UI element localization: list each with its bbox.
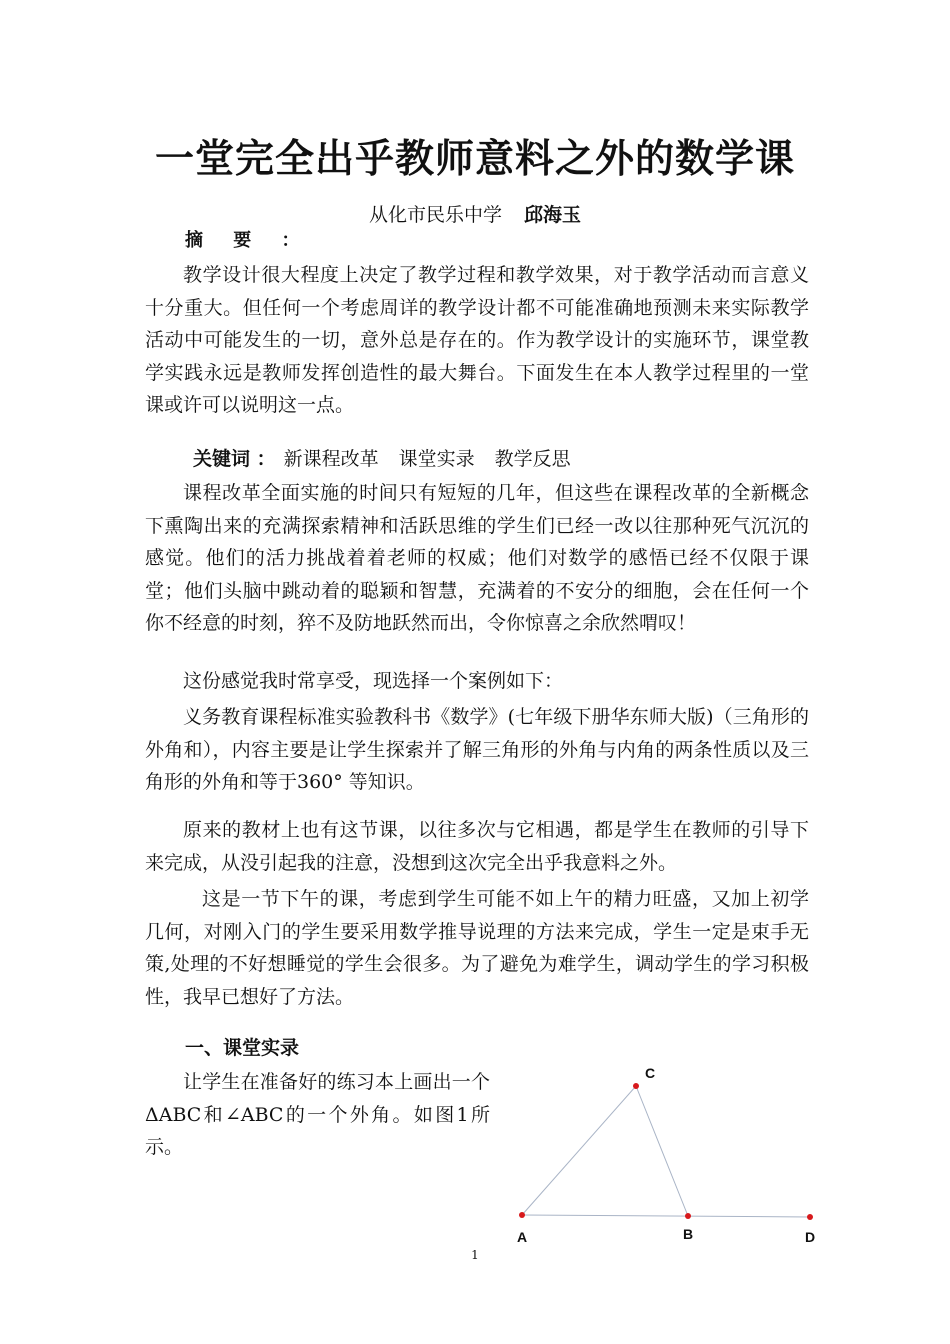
page-number: 1: [471, 1248, 479, 1262]
point-b: [685, 1213, 691, 1219]
keywords-label: 关键词 ：: [193, 448, 276, 470]
label-d: D: [805, 1229, 816, 1245]
abstract-text: 教学设计很大程度上决定了教学过程和教学效果，对于教学活动而言意义十分重大。但任何一个考虑周详的教学设计都不可能准确地预测未来实际教学活动中可能发生的一切，意外总是存在的。作为教学设计的实施环节，课堂教学实践永远是教师发挥创造性的最大舞台。下面发生在本人教学过程里的一堂课或许可以说明这一点。: [145, 264, 809, 417]
body-paragraph: 义务教育课程标准实验教科书《数学》(七年级下册华东师大版)（三角形的外角和），内容主要是让学生探索并了解三角形的外角与内角的两条性质以及三角形的外角和等于360° 等知识。: [145, 706, 809, 794]
section-paragraph: 让学生在准备好的练习本上画出一个 ΔABC和∠ABC的一个外角。如图1所示。: [145, 1071, 490, 1159]
keyword-item: 新课程改革: [283, 448, 379, 470]
keyword-item: 课堂实录: [398, 448, 475, 470]
body-paragraph: 原来的教材上也有这节课，以往多次与它相遇，都是学生在教师的引导下来完成，从没引起我的注意，没想到这次完全出乎我意料之外。: [145, 819, 809, 874]
point-d: [807, 1214, 813, 1220]
point-c: [633, 1083, 639, 1089]
triangle-figure: [505, 1055, 825, 1250]
author-name: 邱海玉: [524, 204, 582, 226]
keyword-item: 教学反思: [494, 448, 571, 470]
point-a: [519, 1212, 525, 1218]
body-paragraph: 课程改革全面实施的时间只有短短的几年，但这些在课程改革的全新概念下熏陶出来的充满探索精神和活跃思维的学生们已经一改以往那种死气沉沉的感觉。他们的活力挑战着着老师的权威；他们对数学的感悟已经不仅限于课堂；他们头脑中跳动着的聪颖和智慧，充满着的不安分的细胞，会在任何一个你不经意的时刻，猝不及防地跃然而出，令你惊喜之余欣然喟叹！: [145, 482, 809, 635]
document-title: 一堂完全出乎教师意料之外的数学课: [154, 137, 795, 182]
author-school: 从化市民乐中学: [368, 204, 502, 226]
segment-ac: [522, 1086, 636, 1215]
label-a: A: [517, 1229, 528, 1245]
segment-cb: [636, 1086, 688, 1216]
author-line: [0, 200, 950, 227]
label-c: C: [645, 1065, 656, 1081]
label-b: B: [683, 1226, 694, 1242]
segment-ad: [522, 1215, 810, 1217]
body-paragraph: 这份感觉我时常享受，现选择一个案例如下：: [183, 670, 564, 692]
keywords-line: [193, 443, 591, 475]
body-paragraph: 这是一节下午的课，考虑到学生可能不如上午的精力旺盛，又加上初学几何，对刚入门的学生要采用数学推导说理的方法来完成，学生一定是束手无策,处理的不好想睡觉的学生会很多。为了避免为难学生，调动学生的学习积极性，我早已想好了方法。: [145, 888, 809, 1008]
abstract-label: 摘 要 ：: [185, 230, 312, 251]
section-heading: 一、课堂实录: [185, 1037, 300, 1059]
